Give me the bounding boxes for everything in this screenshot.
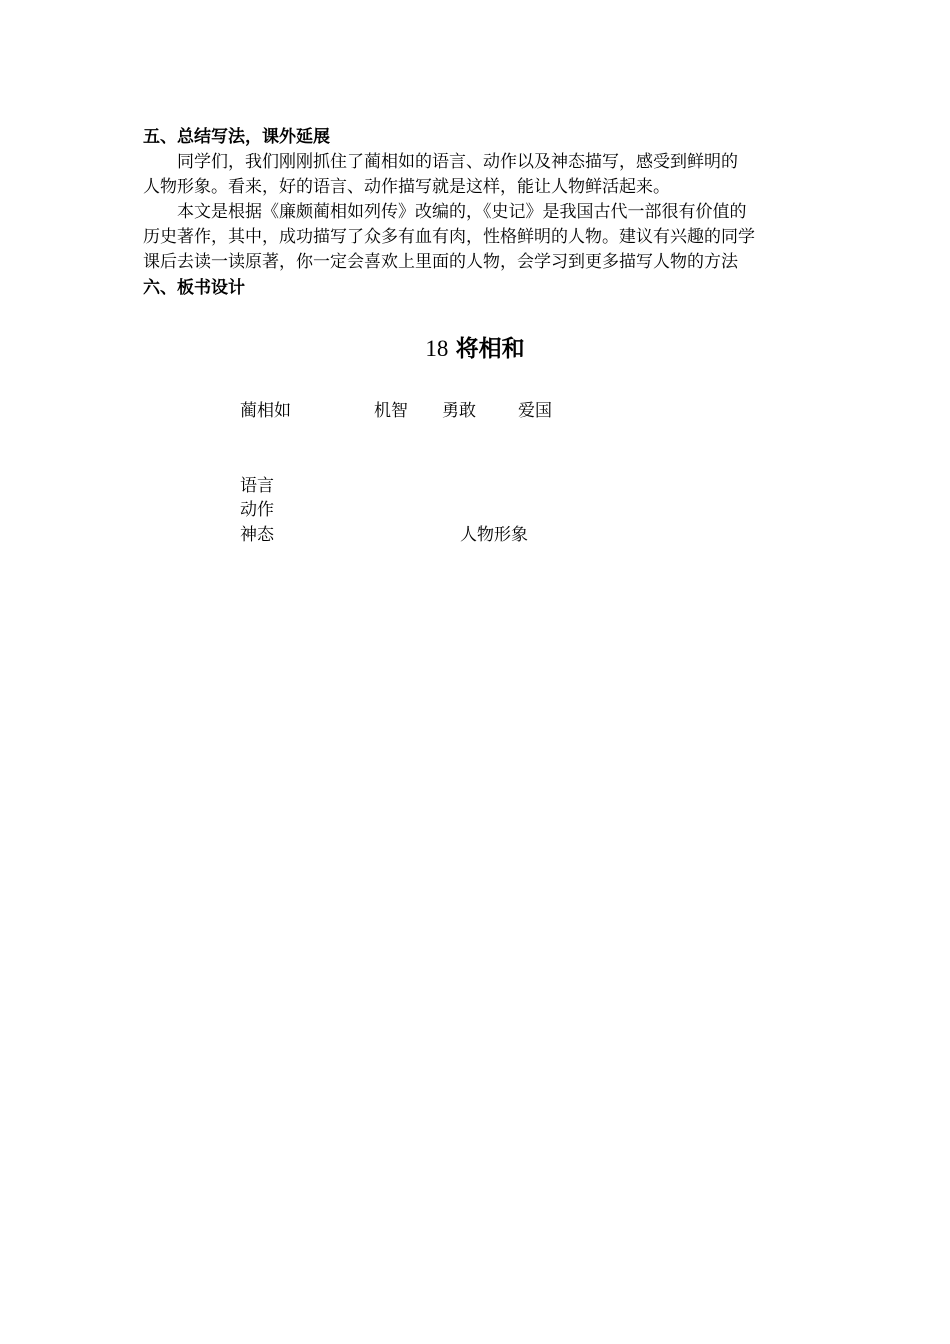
- summary-paragraph: [143, 150, 807, 200]
- board-method: 动作: [240, 500, 274, 520]
- board-title: [0, 334, 950, 364]
- section-five-heading: 五、总结写法，课外延展: [143, 127, 330, 147]
- extension-paragraph: [143, 200, 807, 275]
- lesson-text: [143, 124, 807, 301]
- board-trait: 机智: [374, 401, 408, 421]
- board-trait: 爱国: [518, 401, 552, 421]
- extension-line-1: 本文是根据《廉颇蔺相如列传》改编的，《史记》是我国古代一部很有价值的: [177, 202, 747, 222]
- section-six-heading: 六、板书设计: [143, 278, 245, 298]
- board-result: 人物形象: [460, 525, 528, 545]
- board-character: 蔺相如: [240, 401, 291, 421]
- lesson-title: 将相和: [455, 336, 525, 362]
- extension-line-3: 课后去读一读原著，你一定会喜欢上里面的人物，会学习到更多描写人物的方法: [143, 252, 738, 272]
- board-method: 神态: [240, 525, 274, 545]
- summary-line-1: 同学们，我们刚刚抓住了蔺相如的语言、动作以及神态描写，感受到鲜明的: [177, 152, 738, 172]
- lesson-number: 18: [425, 336, 449, 361]
- board-method: 语言: [240, 476, 274, 496]
- board-trait: 勇敢: [442, 401, 476, 421]
- extension-line-2: 历史著作，其中，成功描写了众多有血有肉，性格鲜明的人物。建议有兴趣的同学: [143, 227, 755, 247]
- summary-line-2: 人物形象。看来，好的语言、动作描写就是这样，能让人物鲜活起来。: [143, 177, 670, 197]
